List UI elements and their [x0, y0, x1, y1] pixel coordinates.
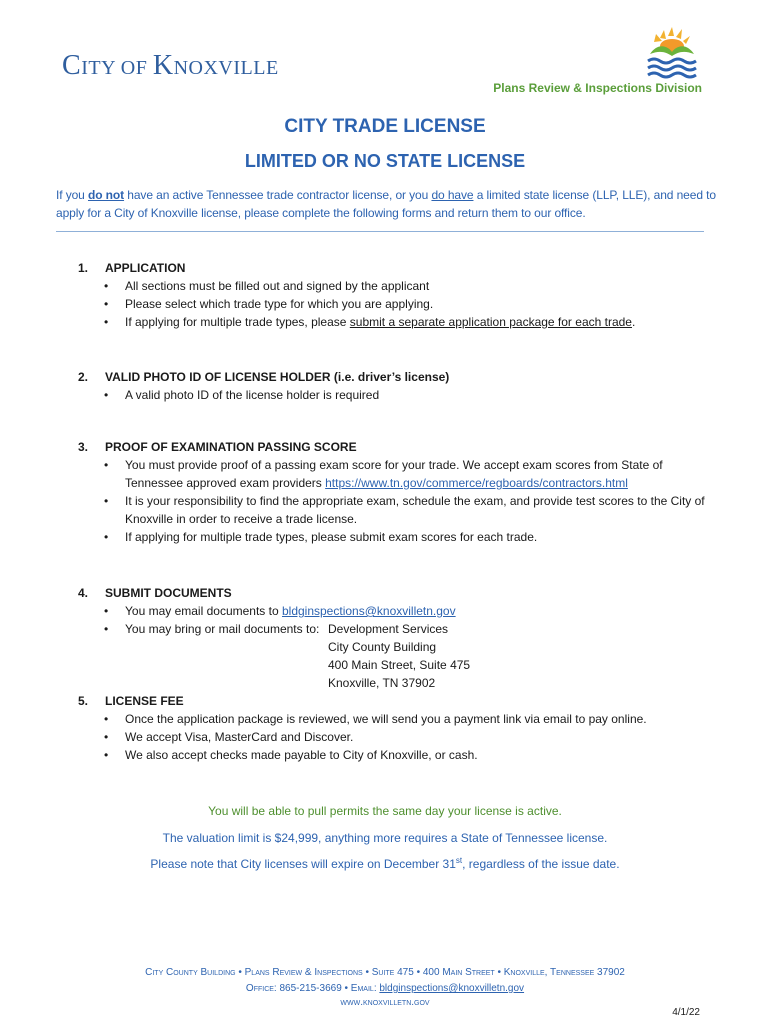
section-photo-id [78, 368, 708, 404]
intro-do-not: do not [87, 188, 125, 202]
section-license-fee [78, 692, 708, 764]
list-item: • If applying for multiple trade types, please submit exam scores for each trade. [78, 528, 708, 546]
bullet-list [78, 277, 708, 331]
division-name: Plans Review & Inspections Division [493, 81, 702, 95]
address-line: City County Building [328, 640, 437, 654]
logo-letter-c: C [62, 50, 82, 81]
divider [56, 231, 704, 232]
wave-1 [648, 59, 696, 63]
city-logo-wordmark [62, 50, 279, 82]
list-item: • We also accept checks made payable to City of Knoxville, or cash. [78, 746, 708, 764]
list-item: • All sections must be filled out and signed by the applicant [78, 277, 708, 295]
bullet-list [78, 456, 708, 546]
section-application [78, 259, 708, 331]
mailing-address [78, 638, 708, 692]
section-heading: 2. VALID PHOTO ID OF LICENSE HOLDER (i.e. driver’s license) [78, 370, 450, 384]
list-item: • You may bring or mail documents to: Development Services [78, 620, 708, 638]
note-expiration: Please note that City licenses will expire on December 31st, regardless of the issue date. [150, 856, 620, 871]
address-line: Knoxville, TN 37902 [328, 676, 436, 690]
list-item: • We accept Visa, MasterCard and Discover. [78, 728, 708, 746]
sun-river-logo-icon [640, 24, 704, 80]
section-heading: 4. SUBMIT DOCUMENTS [78, 586, 232, 600]
section-heading: 1. APPLICATION [78, 261, 186, 275]
intro-paragraph: If you do not have an active Tennessee trade contractor license, or you do have a limited state license (LLP, LLE), and need to apply for a City of Knoxville license, please complete the following forms and return them to our office. [56, 188, 716, 220]
section-submit-documents [78, 584, 708, 692]
section-heading: 3. PROOF OF EXAMINATION PASSING SCORE [78, 440, 357, 454]
logo-text-noxville: NOXVILLE [173, 57, 279, 79]
bullet-list [78, 602, 708, 638]
intro-do-have: do have [431, 188, 474, 202]
note-valuation-limit: The valuation limit is $24,999, anything more requires a State of Tennessee license. [162, 831, 608, 845]
list-item: • Please select which trade type for which you are applying. [78, 295, 708, 313]
address-line: 400 Main Street, Suite 475 [328, 658, 471, 672]
bullet-list [78, 386, 708, 404]
list-item: • If applying for multiple trade types, please submit a separate application package for each trade. [78, 313, 708, 331]
logo-text-ity-of: ITY OF [81, 57, 153, 79]
footer-email-link[interactable]: bldginspections@knoxvilletn.gov [379, 983, 525, 994]
email-link[interactable]: bldginspections@knoxvilletn.gov [281, 604, 456, 618]
note-permits: You will be able to pull permits the same day your license is active. [208, 804, 562, 818]
footer-contact: Office: 865-215-3669 • Email: bldginspections@knoxvilletn.gov [245, 983, 525, 994]
bullet-list [78, 710, 708, 764]
address-line: Development Services [328, 622, 449, 636]
exam-providers-link[interactable]: https://www.tn.gov/commerce/regboards/contractors.html [325, 476, 628, 490]
logo-letter-k: K [152, 50, 174, 81]
list-item: • Once the application package is reviewed, we will send you a payment link via email to pay online. [78, 710, 708, 728]
section-heading: 5. LICENSE FEE [78, 694, 184, 708]
list-item: • It is your responsibility to find the appropriate exam, schedule the exam, and provide test scores to the City of Knoxville in order to receive a trade license. [78, 492, 708, 528]
section-exam [78, 438, 708, 546]
list-item: • A valid photo ID of the license holder is required [78, 386, 708, 404]
page-title: CITY TRADE LICENSE [284, 116, 486, 137]
list-item: • You may email documents to bldginspections@knoxvilletn.gov [78, 602, 708, 620]
wave-2 [648, 66, 696, 70]
document-date: 4/1/22 [672, 1007, 700, 1018]
list-item: • You must provide proof of a passing exam score for your trade. We accept exam scores from State of Tennessee approved exam providers https://www.tn.gov/commerce/regboards/contractors.html [78, 456, 708, 492]
page-subtitle: LIMITED OR NO STATE LICENSE [244, 151, 526, 171]
footer-address: City County Building • Plans Review & Inspections • Suite 475 • 400 Main Street • Knoxville, Tennessee 37902 [145, 967, 625, 978]
footer-website[interactable]: www.knoxvilletn.gov [340, 997, 430, 1008]
wave-3 [648, 73, 696, 77]
